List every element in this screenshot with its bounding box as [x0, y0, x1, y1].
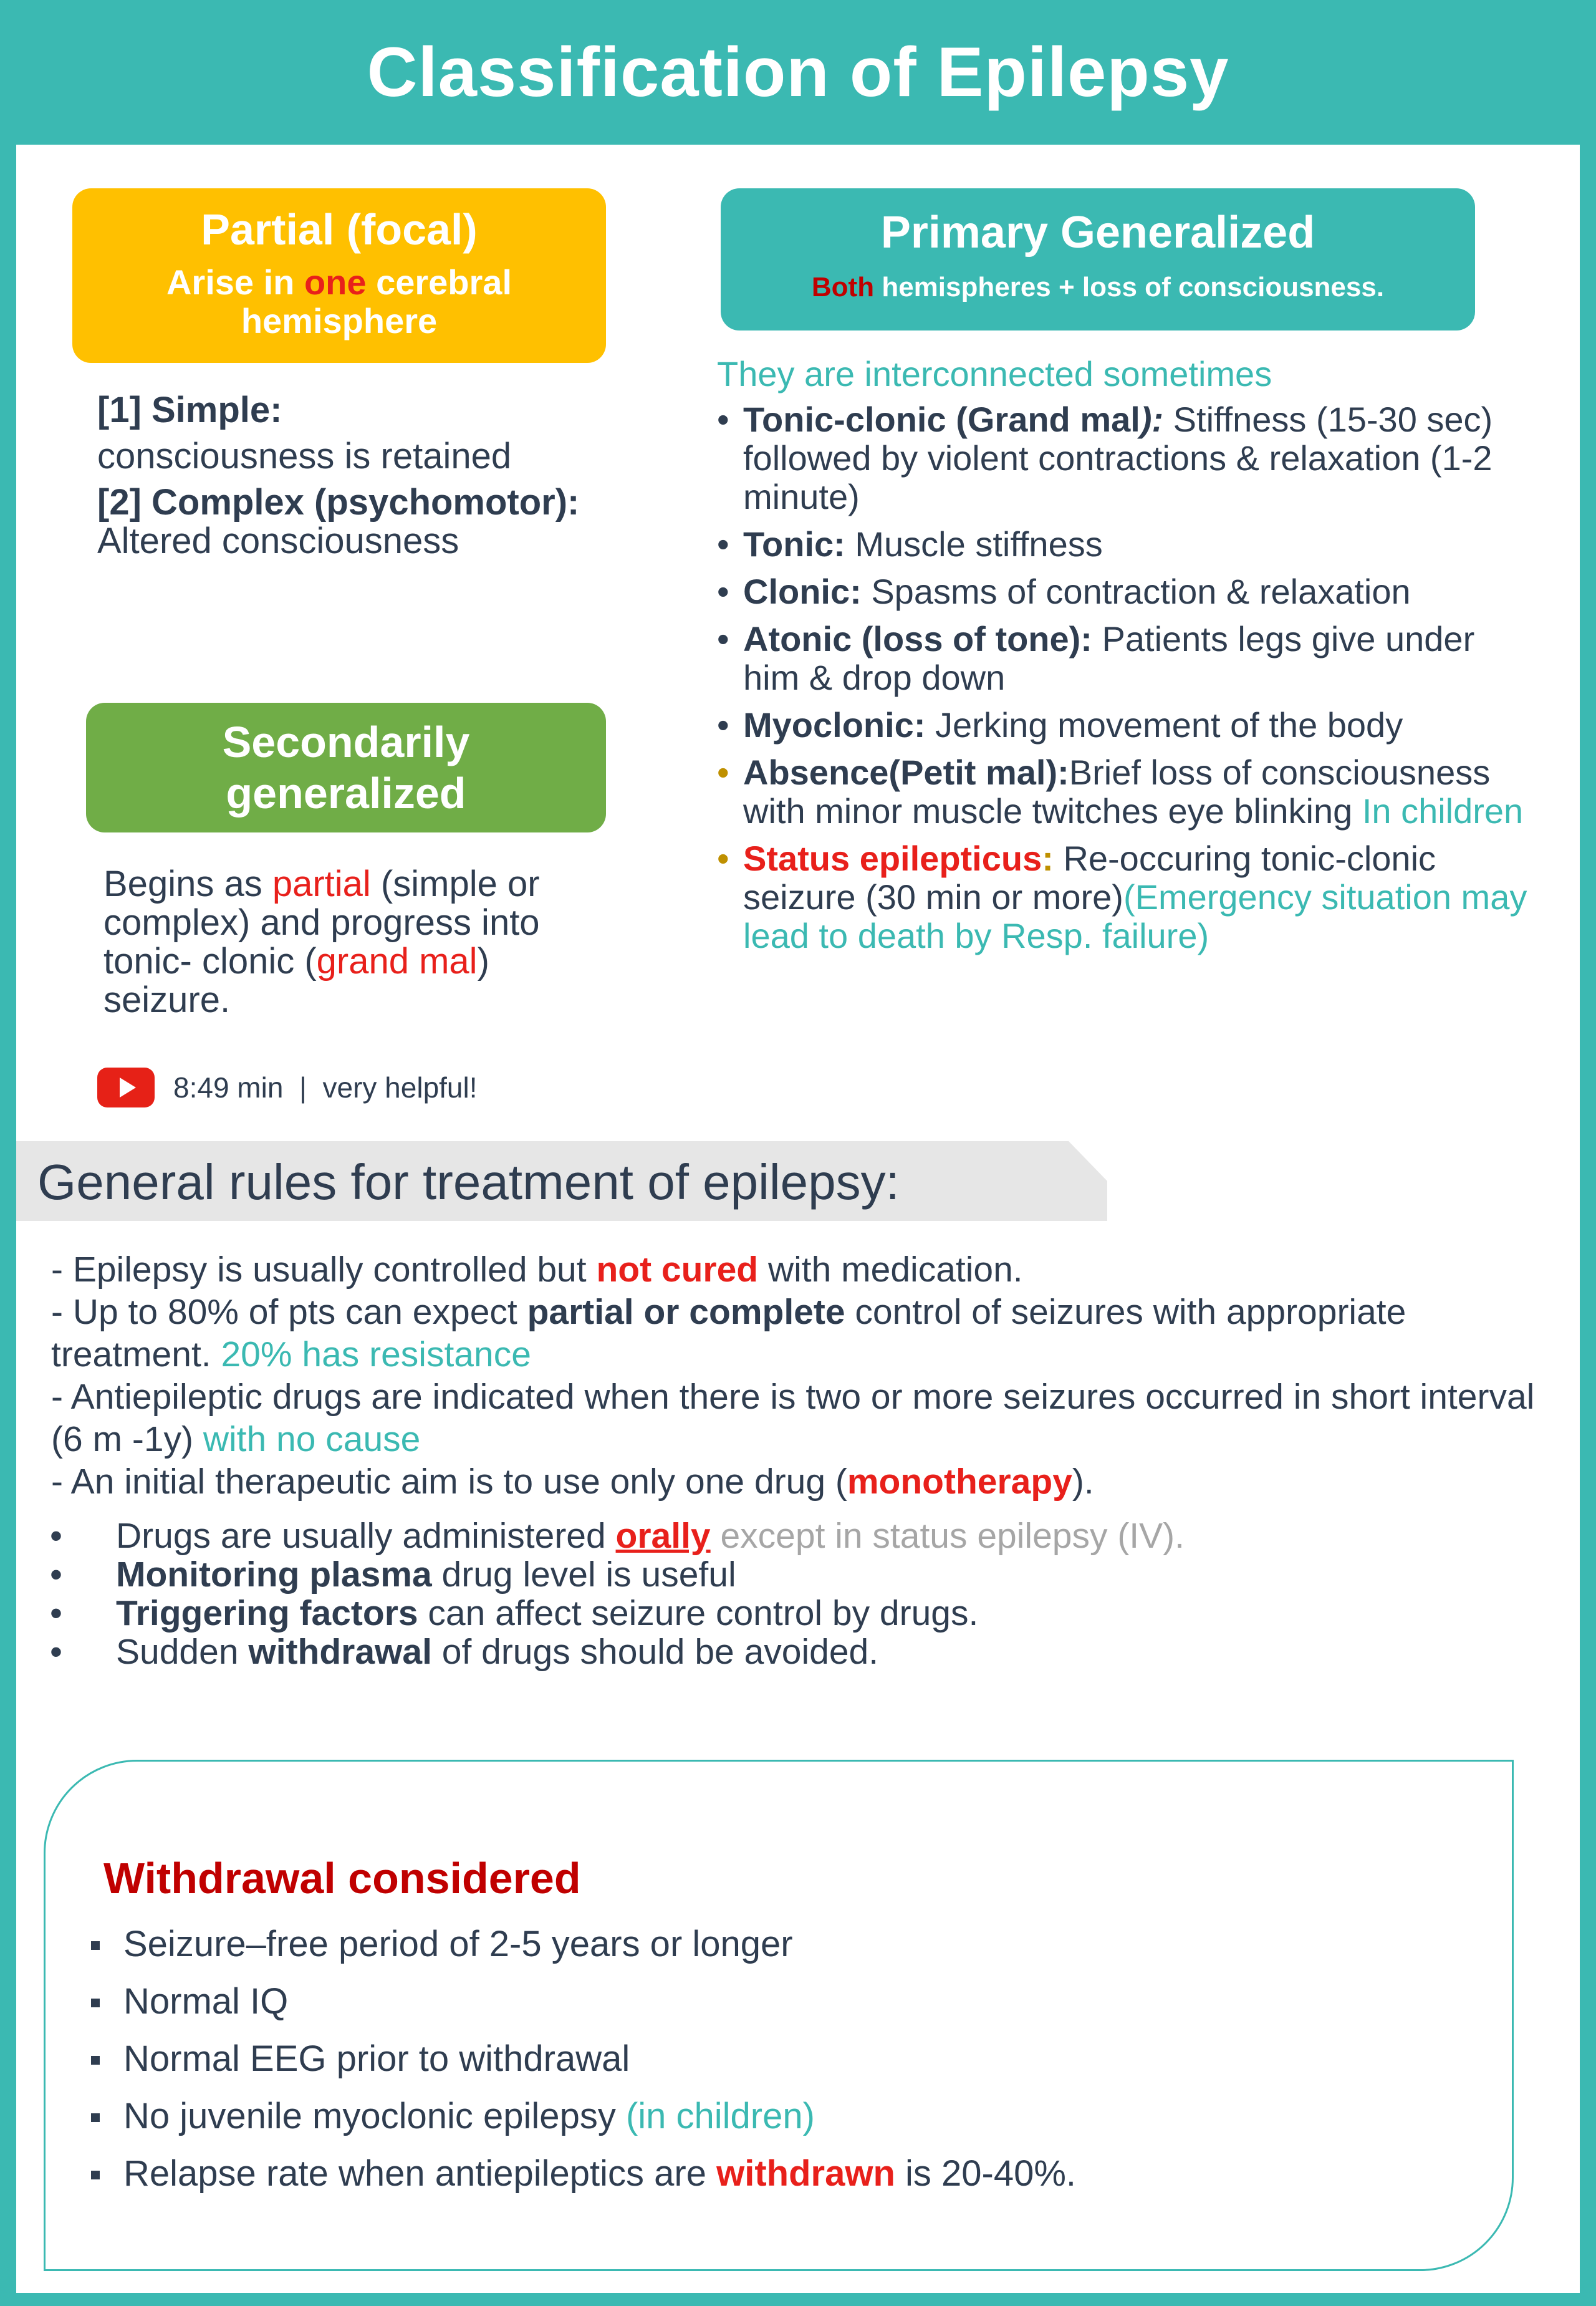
- rules-banner: [16, 1141, 1107, 1221]
- partial-subtitle: Arise in one cerebral hemisphere: [166, 263, 512, 340]
- list-item: • Status epilepticus: Re-occuring tonic-clonic seizure (30 min or more)(Emergency situation may lead to death by Resp. failure): [717, 839, 1527, 955]
- list-item: • Tonic-clonic (Grand mal): Stiffness (15-30 sec) followed by violent contractions & relaxation (1-2 minute): [717, 400, 1493, 516]
- list-item: • Atonic (loss of tone): Patients legs give under him & drop down: [717, 619, 1475, 697]
- video-label: 8:49 min | very helpful!: [173, 1071, 478, 1104]
- video-link[interactable]: [97, 1068, 478, 1107]
- partial-focal-box: [72, 188, 606, 363]
- withdrawal-list: [91, 1925, 1463, 2212]
- list-item: • Monitoring plasma drug level is useful: [50, 1555, 736, 1594]
- partial-details: [97, 391, 608, 561]
- simple-desc: consciousness is retained: [97, 436, 512, 476]
- partial-heading: Partial (focal): [201, 205, 478, 254]
- complex-label: [2] Complex (psychomotor):: [97, 482, 580, 523]
- primary-heading: Primary Generalized: [880, 208, 1315, 258]
- primary-types-list: [717, 400, 1527, 964]
- rule-line: - An initial therapeutic aim is to use only one drug (monotherapy).: [51, 1462, 1094, 1502]
- rule-line: - Up to 80% of pts can expect partial or complete control of seizures with appropriate treatment. 20% has resistance: [51, 1292, 1406, 1374]
- secondary-heading: Secondarily generalized: [222, 718, 470, 818]
- list-item: • Triggering factors can affect seizure control by drugs.: [50, 1593, 979, 1633]
- rules-bullets: [50, 1517, 1546, 1671]
- list-item: • Drugs are usually administered orally except in status epilepsy (IV).: [50, 1516, 1185, 1556]
- rule-line: - Epilepsy is usually controlled but not cured with medication.: [51, 1250, 1023, 1290]
- primary-generalized-box: [721, 188, 1475, 330]
- list-item: Relapse rate when antiepileptics are withdrawn is 20-40%.: [91, 2154, 1463, 2193]
- complex-desc: Altered consciousness: [97, 521, 459, 561]
- secondary-desc: Begins as partial (simple or complex) and progress into tonic- clonic (grand mal) seizure.: [103, 864, 540, 1020]
- youtube-icon[interactable]: [97, 1068, 155, 1107]
- secondary-generalized-box: [86, 703, 606, 832]
- simple-label: [1] Simple:: [97, 390, 282, 430]
- list-item: Normal EEG prior to withdrawal: [91, 2040, 1463, 2078]
- page-title: Classification of Epilepsy: [367, 32, 1229, 111]
- primary-note: They are interconnected sometimes: [717, 354, 1272, 393]
- list-item: • Sudden withdrawal of drugs should be avoided.: [50, 1632, 879, 1672]
- content-sheet: [16, 145, 1580, 2293]
- primary-subtitle: Both hemispheres + loss of consciousness.: [811, 272, 1385, 302]
- rules-text: [51, 1248, 1560, 1503]
- list-item: Normal IQ: [91, 1982, 1463, 2021]
- list-item: No juvenile myoclonic epilepsy (in children): [91, 2097, 1463, 2136]
- list-item: • Absence(Petit mal):Brief loss of consciousness with minor muscle twitches eye blinking In children: [717, 753, 1524, 831]
- list-item: • Myoclonic: Jerking movement of the body: [717, 705, 1403, 745]
- list-item: • Clonic: Spasms of contraction & relaxation: [717, 572, 1411, 611]
- rule-line: - Antiepileptic drugs are indicated when there is two or more seizures occurred in short interval (6 m -1y) with no cause: [51, 1377, 1535, 1459]
- withdrawal-heading: Withdrawal considered: [103, 1854, 581, 1903]
- list-item: • Tonic: Muscle stiffness: [717, 524, 1103, 564]
- rules-heading: General rules for treatment of epilepsy:: [37, 1154, 900, 1210]
- list-item: Seizure–free period of 2-5 years or longer: [91, 1925, 1463, 1964]
